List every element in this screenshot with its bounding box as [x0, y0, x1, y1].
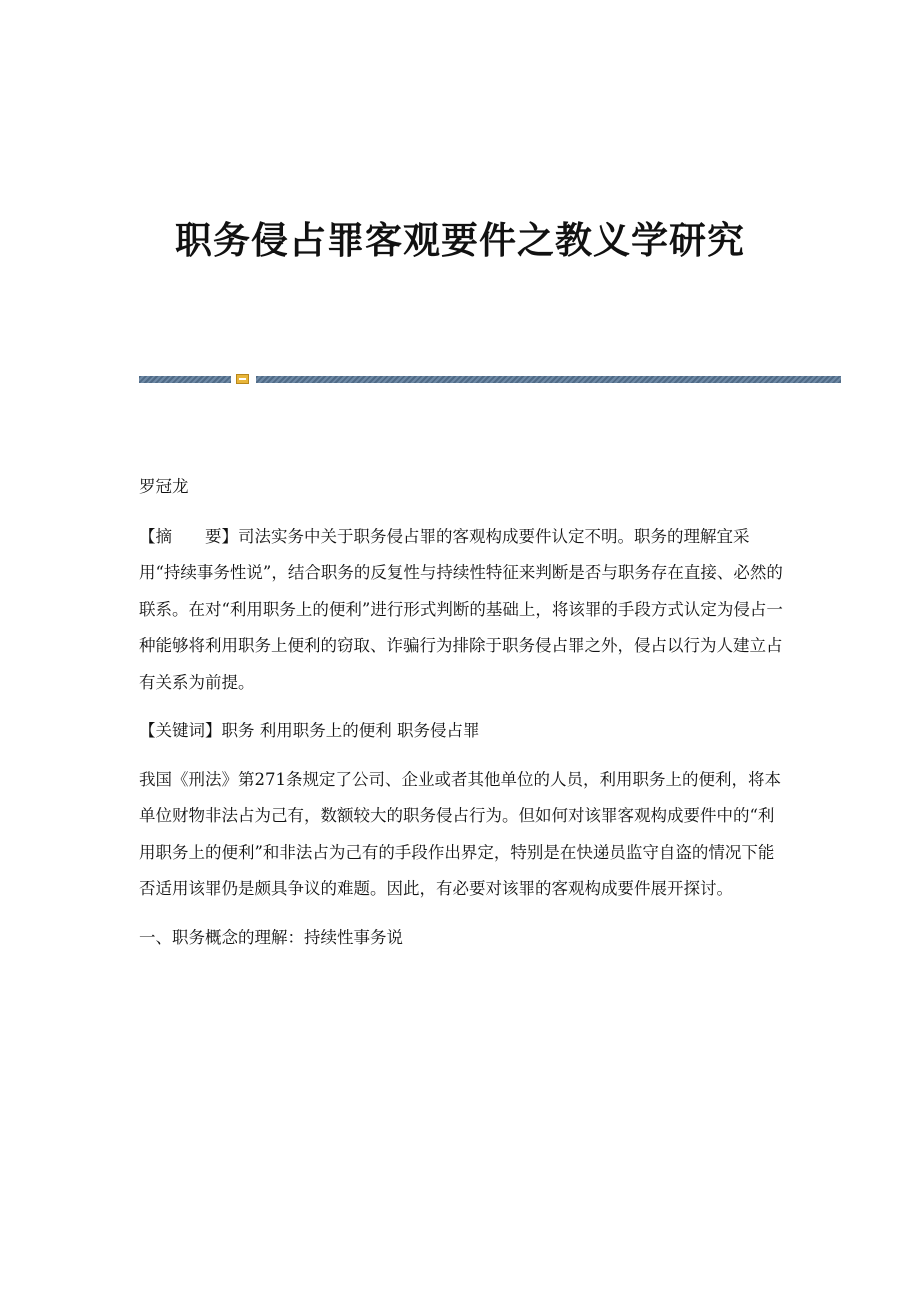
document-title: 职务侵占罪客观要件之教义学研究: [175, 218, 745, 262]
abstract-label-close: 要】: [205, 526, 238, 546]
keywords-text: 职务 利用职务上的便利 职务侵占罪: [221, 721, 480, 740]
divider-bar-left: [139, 376, 231, 383]
body-paragraph: 我国《刑法》第271条规定了公司、企业或者其他单位的人员，利用职务上的便利，将本单位财物非法占为己有，数额较大的职务侵占行为。但如何对该罪客观构成要件中的“利用职务上的便利”和非法占为己有的手段作出界定，特别是在快递员监守自盗的情况下能否适用该罪仍是颇具争议的难题。因此，有必要对该罪的客观构成要件展开探讨。: [139, 769, 781, 898]
abstract-label-open: 【摘: [139, 526, 172, 546]
abstract-text: 司法实务中关于职务侵占罪的客观构成要件认定不明。职务的理解宜采用“持续事务性说”，结合职务的反复性与持续性特征来判断是否与职务存在直接、必然的联系。在对“利用职务上的便利”进行形式判断的基础上，将该罪的手段方式认定为侵占一种能够将利用职务上便利的窃取、诈骗行为排除于职务侵占罪之外，侵占以行为人建立占有关系为前提。: [139, 526, 783, 692]
title-divider: [139, 374, 841, 384]
author-name: 罗冠龙: [139, 477, 189, 496]
abstract-paragraph: [139, 519, 784, 702]
divider-bar-right: [256, 376, 841, 383]
keywords-paragraph: [139, 713, 784, 750]
divider-ornament-icon: [236, 374, 249, 384]
keywords-label: 【关键词】: [139, 721, 222, 740]
document-body: [139, 469, 784, 956]
section-heading: 一、职务概念的理解：持续性事务说: [139, 927, 403, 947]
